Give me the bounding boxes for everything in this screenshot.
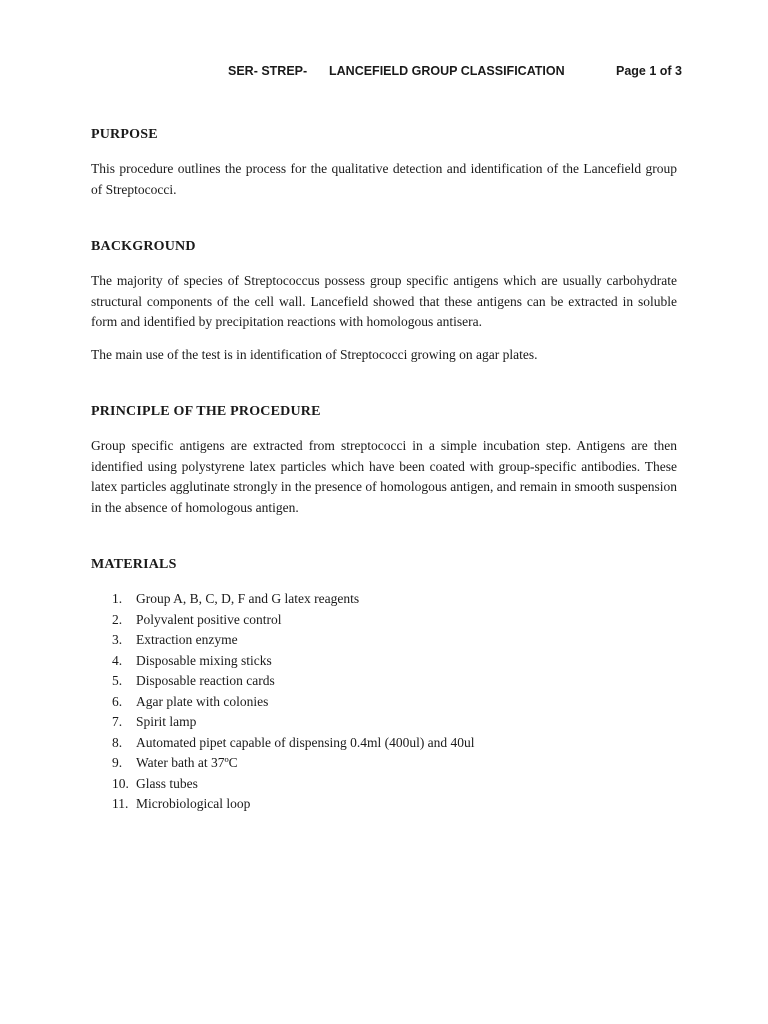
document-body [91,126,677,815]
principle-section [91,403,677,518]
list-number: 4. [112,652,123,668]
list-item [91,589,677,610]
list-item [91,753,677,774]
list-item-text: Disposable reaction cards [136,673,275,688]
principle-heading: PRINCIPLE OF THE PROCEDURE [91,404,321,419]
list-item-text: Spirit lamp [136,714,197,729]
principle-text: Group specific antigens are extracted from streptococci in a simple incubation step. Antigens are then identified using polystyrene latex particles which have been coated with group-specific antibodies. These latex particles agglutinate strongly in the presence of homologous antigen, and remain in smooth suspension in the absence of homologous antigen. [91,438,677,515]
list-number: 7. [112,714,123,729]
page-number: Page 1 of 3 [616,64,682,78]
list-item [91,774,677,795]
background-paragraph-1: The majority of species of Streptococcus possess group specific antigens which are usually carbohydrate structural components of the cell wall. Lancefield showed that these antigens can be extracted in soluble form and identified by precipitation reactions with homologous antisera. [91,273,677,329]
list-item [91,794,677,815]
purpose-text: This procedure outlines the process for the qualitative detection and identification of the Lancefield group of Streptococci. [91,161,677,197]
list-number: 9. [112,755,123,770]
list-item-text: Microbiological loop [136,796,251,811]
list-number: 1. [112,591,123,606]
materials-heading: MATERIALS [91,557,177,572]
materials-section [91,556,677,815]
purpose-heading: PURPOSE [91,127,158,142]
list-number: 11. [112,796,129,811]
list-item-text: Group A, B, C, D, F and G latex reagents [136,591,360,606]
list-item [91,671,677,692]
list-item [91,692,677,713]
background-heading: BACKGROUND [91,239,196,254]
list-item [91,610,677,631]
list-item [91,651,677,672]
list-number: 8. [112,734,123,750]
materials-list [91,589,677,815]
list-item-text: Agar plate with colonies [136,693,269,709]
list-number: 3. [112,632,123,647]
list-item-text: Polyvalent positive control [136,611,282,627]
list-item-text: Glass tubes [136,775,198,791]
list-item [91,712,677,733]
list-number: 5. [112,673,123,688]
list-number: 6. [112,693,123,709]
list-number: 10. [112,775,129,791]
list-item-text: Extraction enzyme [136,632,238,647]
purpose-section [91,126,677,200]
list-item [91,630,677,651]
list-item [91,733,677,754]
document-title: LANCEFIELD GROUP CLASSIFICATION [329,64,565,78]
page-header [0,64,768,82]
list-item-text: Automated pipet capable of dispensing 0.4ml (400ul) and 40ul [136,734,475,750]
list-item-text: Water bath at 37ºC [136,755,238,770]
list-item-text: Disposable mixing sticks [136,652,272,668]
list-number: 2. [112,611,123,627]
document-code: SER- STREP- [228,64,308,78]
background-paragraph-2: The main use of the test is in identification of Streptococci growing on agar plates. [91,346,538,362]
background-section [91,238,677,365]
